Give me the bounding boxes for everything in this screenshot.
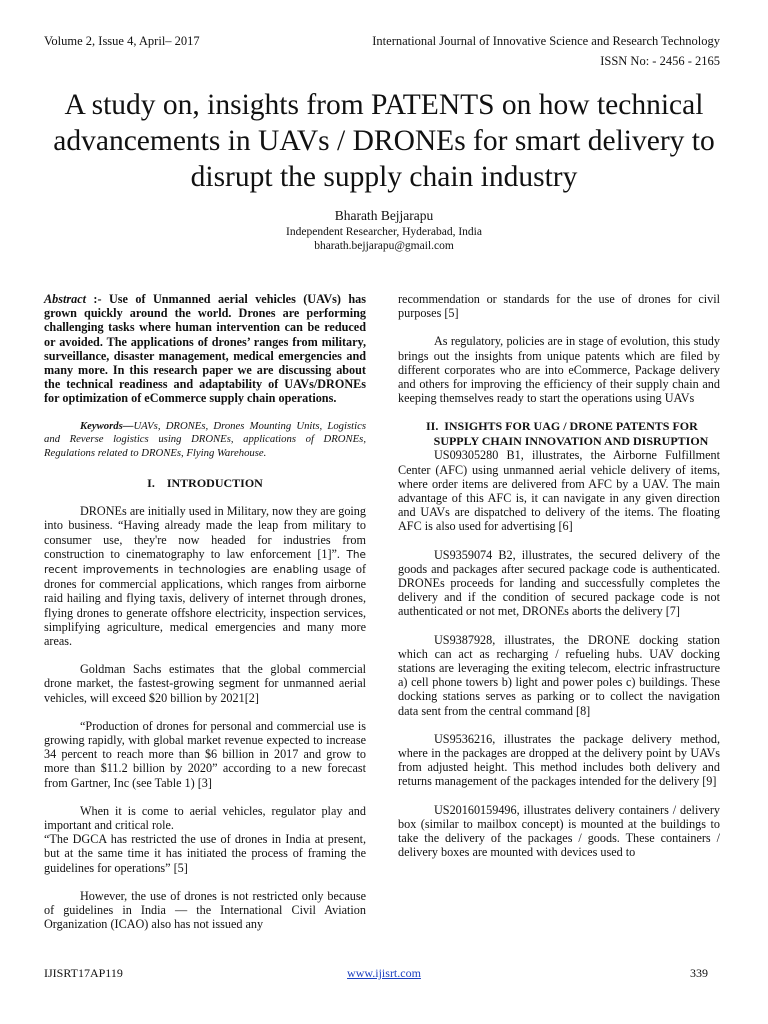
section-title: INSIGHTS FOR UAG / DRONE PATENTS FOR SUPPLY CHAIN INNOVATION AND DISRUPTION (433, 419, 709, 448)
patent-paragraph-2: US9359074 B2, illustrates, the secured delivery of the goods and packages after secured package code is authenticated. DRONEs proceeds for landing and successfully completes the delivery and if the condition of secured package code is not authenticated or not met, DRONEs aborts the delivery [7] (398, 547, 720, 619)
author-email: bharath.bejjarapu@gmail.com (314, 240, 454, 252)
issn: ISSN No: - 2456 - 2165 (600, 54, 720, 68)
author-block (0, 207, 768, 253)
patent-paragraph-4: US9536216, illustrates the package delivery method, where in the packages are dropped at the delivery point by UAVs from adjusted height. This method includes both delivery and returns management of the packages intended for the delivery [9] (398, 731, 720, 789)
journal-name: International Journal of Innovative Science and Research Technology (372, 34, 720, 48)
author-name: Bharath Bejjarapu (334, 208, 434, 223)
continued-paragraph: recommendation or standards for the use of drones for civil purposes [5] (398, 292, 720, 321)
abstract-label: Abstract (44, 292, 86, 306)
page-number: 339 (690, 966, 708, 980)
footer-url-link[interactable]: www.ijisrt.com (347, 966, 421, 980)
intro-paragraph-2: Goldman Sachs estimates that the global commercial drone market, the fastest-growing segment for unmanned aerial vehicles, will exceed $20 billion by 2021[2] (44, 662, 366, 705)
right-column (398, 292, 720, 860)
section-number: II. (426, 419, 439, 434)
abstract (44, 292, 366, 406)
section-heading-insights (398, 419, 720, 448)
patent-paragraph-3: US9387928, illustrates, the DRONE docking station which can act as recharging / refueling hubs. UAV docking stations are leveraging the exiting telecom, electric infrastructure a) cell phone towers b) light and power poles c) buildings. These docking stations serves as parking or to collect the navigation data sent from the central command [8] (398, 632, 720, 718)
intro-paragraph-4: When it is come to aerial vehicles, regulator play and important and critical role. (44, 803, 366, 832)
intro-paragraph-5: “The DGCA has restricted the use of drones in India at present, but at the same time it has initiated the process of framing the guidelines for operations” [5] (44, 832, 366, 875)
volume-info: Volume 2, Issue 4, April– 2017 (44, 34, 200, 48)
intro-paragraph-1: DRONEs are initially used in Military, now they are going into business. “Having already made the leap from military to consumer use, they're now headed for industries from construction to cinematography to law enforcement [1]”. The recent improvements in technologies are enabling usage of drones for commercial applications, which ranges from airborne raid hailing and flying taxis, delivery of internet through drones, flying drones to generate offshore electricity, inspection services, simplifying agriculture, medical emergencies and many more areas. (44, 504, 366, 648)
footer-code: IJISRT17AP119 (44, 966, 123, 980)
regulatory-paragraph: As regulatory, policies are in stage of evolution, this study brings out the insights from unique patents which are filed by different corporates who are into eCommerce, Package delivery and others for improving the efficiency of their supply chain and keeping themselves ready to start the operations using UAVs (398, 334, 720, 406)
keywords-label: Keywords— (80, 419, 134, 432)
paper-title: A study on, insights from PATENTS on how technical advancements in UAVs / DRONEs for smart delivery to disrupt the supply chain industry (53, 89, 715, 193)
intro-paragraph-6: However, the use of drones is not restricted only because of guidelines in India — the International Civil Aviation Organization (ICAO) also has not issued any (44, 888, 366, 932)
section-heading-introduction: I. INTRODUCTION (147, 476, 263, 491)
left-column (44, 292, 366, 931)
patent-paragraph-5: US20160159496, illustrates delivery containers / delivery box (similar to mailbox concept) is mounted at the buildings to take the delivery of the packages / goods. These containers / delivery boxes are mounted with devices used to (398, 802, 720, 860)
intro-paragraph-3: “Production of drones for personal and commercial use is growing rapidly, with global market revenue expected to increase 34 percent to reach more than $6 billion in 2017 and grow to more than $11.2 billion by 2020” according to a new forecast from Gartner, Inc (see Table 1) [3] (44, 718, 366, 790)
patent-paragraph-1: US09305280 B1, illustrates, the Airborne Fulfillment Center (AFC) using unmanned aerial vehicle delivery of items, where order items are delivered from AFC by a UAV. The main advantage of this AFC is, it can navigate in any given direction and UAVs are dispatched to delivery of the items. The floating AFC is also used for advertising [6] (398, 448, 720, 534)
keywords-text: UAVs, DRONEs, Drones Mounting Units, Logistics and Reverse logistics using DRONEs, applications of DRONEs, Regulations related to DRONEs, Flying Warehouse. (44, 419, 366, 459)
footer-url-wrap (0, 966, 768, 981)
author-affiliation: Independent Researcher, Hyderabad, India (286, 226, 482, 238)
abstract-text: :- Use of Unmanned aerial vehicles (UAVs) has grown quickly around the world. Drones are performing challenging tasks where human intervention can be reduced or avoided. The applications of drones’ ranges from military, surveillance, disaster management, medical emergencies and many more. In this research paper we are discussing about the technical readiness and adaptability of UAVs/DRONEs for optimization of eCommerce supply chain operations. (44, 292, 366, 406)
keywords (44, 420, 366, 461)
